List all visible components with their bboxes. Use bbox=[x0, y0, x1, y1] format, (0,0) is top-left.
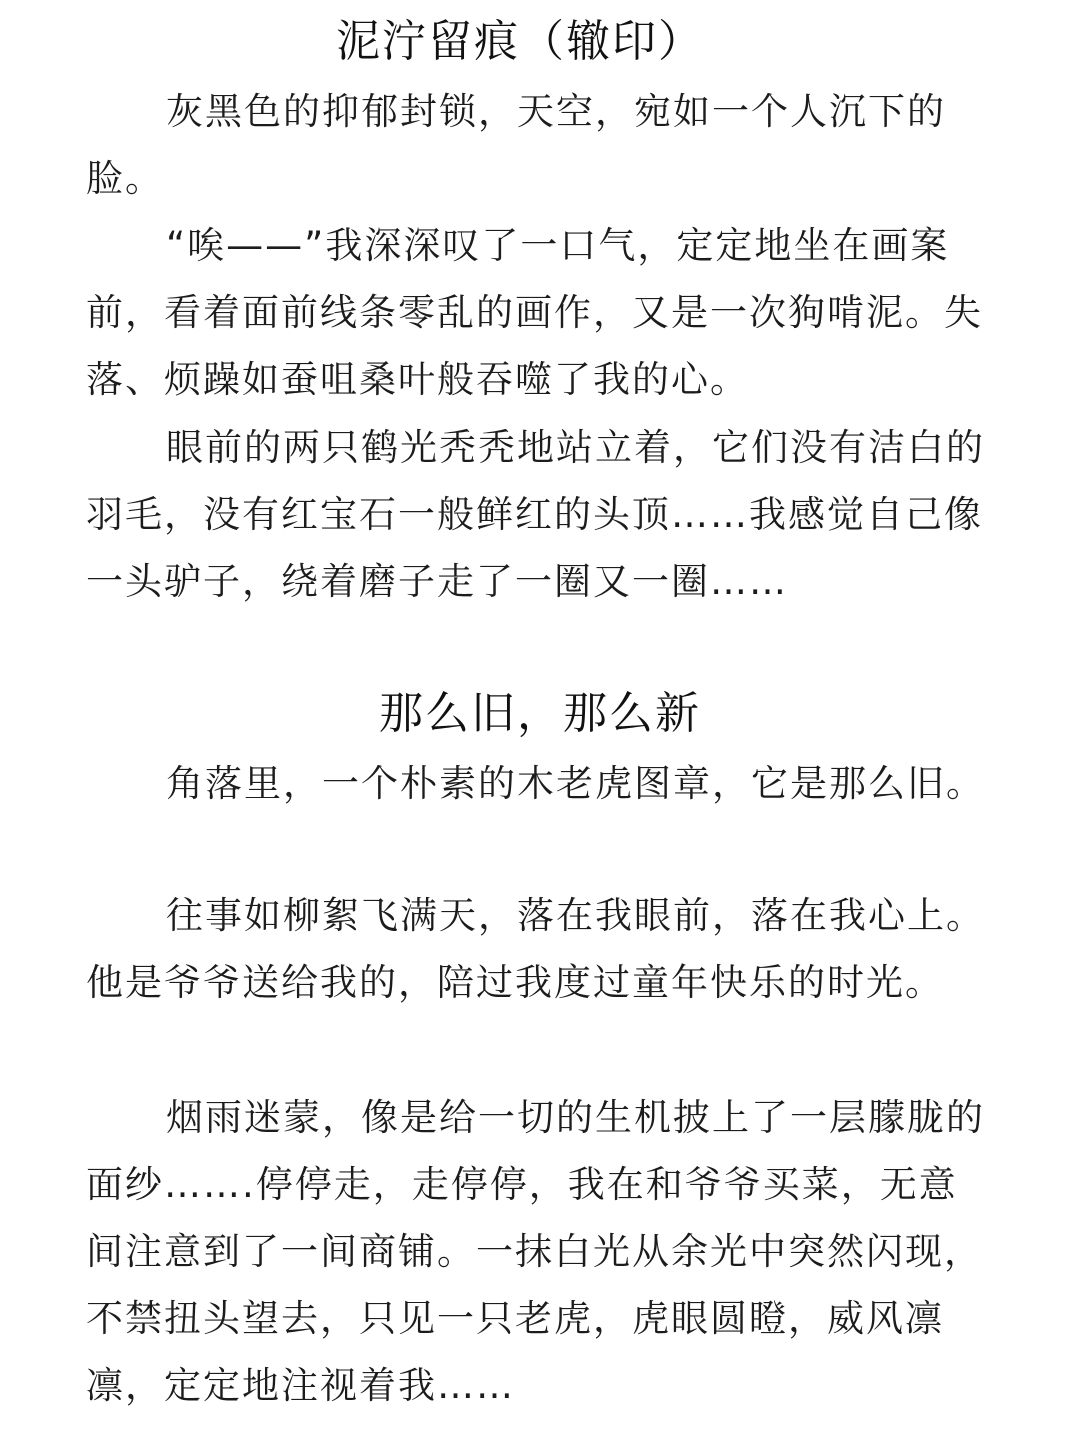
essay-2-title: 那么旧，那么新 bbox=[379, 688, 701, 739]
essay-1-title bbox=[0, 14, 1080, 70]
essay-2-paragraph-1: 角落里，一个朴素的木老虎图章，它是那么旧。 bbox=[166, 762, 985, 805]
essay-2-paragraph-2: 往事如柳絮飞满天，落在我眼前，落在我心上。他是爷爷送给我的，陪过我度过童年快乐的时光。 bbox=[86, 894, 985, 1004]
essay-1-title-text: 泥泞留痕（辙印） bbox=[336, 16, 704, 67]
essay-1-paragraph-3: 眼前的两只鹤光秃秃地站立着，它们没有洁白的羽毛，没有红宝石一般鲜红的头顶……我感觉自己像一头驴子，绕着磨子走了一圈又一圈…… bbox=[86, 426, 985, 603]
essay-2-paragraph-3: 烟雨迷蒙，像是给一切的生机披上了一层朦胧的面纱…….停停走，走停停，我在和爷爷买菜，无意间注意到了一间商铺。一抹白光从余光中突然闪现，不禁扭头望去，只见一只老虎，虎眼圆瞪，威风凛凛，定定地注视着我…… bbox=[86, 1096, 985, 1407]
essay-1-paragraph-2: “唉——”我深深叹了一口气，定定地坐在画案前，看着面前线条零乱的画作，又是一次狗啃泥。失落、烦躁如蚕咀桑叶般吞噬了我的心。 bbox=[86, 224, 983, 401]
essay-1-paragraph-1: 灰黑色的抑郁封锁，天空，宛如一个人沉下的脸。 bbox=[86, 90, 946, 200]
